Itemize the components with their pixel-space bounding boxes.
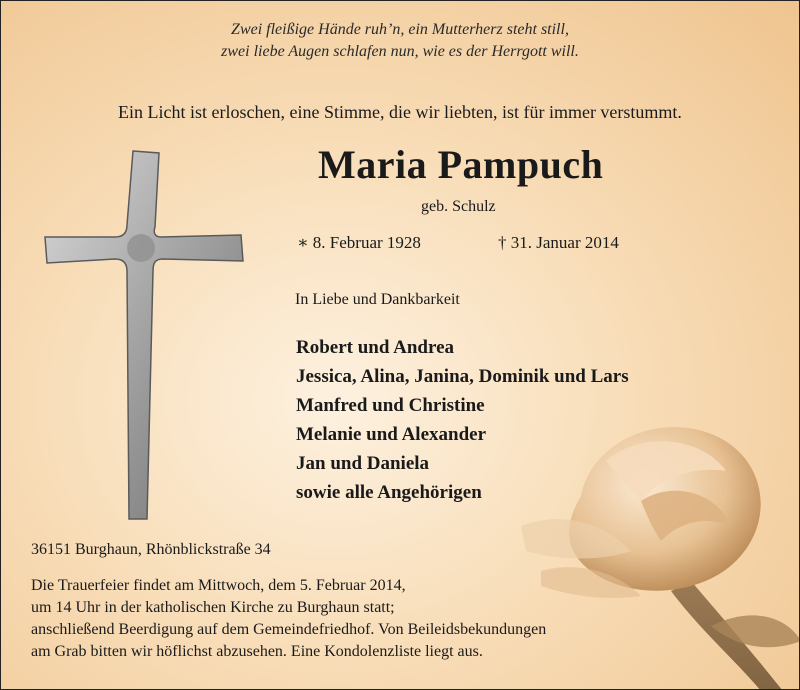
death-date: † 31. Januar 2014 xyxy=(498,233,619,252)
mourner-row: Manfred und Christine xyxy=(296,395,485,416)
funeral-line: Die Trauerfeier findet am Mittwoch, dem 5. Februar 2014, xyxy=(31,577,406,594)
dedication-text: In Liebe und Dankbarkeit xyxy=(295,291,460,308)
address: 36151 Burghaun, Rhönblickstraße 34 xyxy=(31,541,271,558)
mourner-row: Robert und Andrea xyxy=(296,337,455,358)
verse-line-1: Zwei fleißige Hände ruh’n, ein Mutterherz steht still, xyxy=(231,21,569,38)
verse xyxy=(1,19,799,63)
verse-line-2: zwei liebe Augen schlafen nun, wie es der Herrgott will. xyxy=(221,43,579,60)
mourners-list xyxy=(296,333,629,507)
maiden-name: geb. Schulz xyxy=(421,198,496,215)
birth-date: ∗ 8. Februar 1928 xyxy=(297,233,421,252)
intro-text: Ein Licht ist erloschen, eine Stimme, die wir liebten, ist für immer verstummt. xyxy=(118,102,682,122)
mourner-row: Jessica, Alina, Janina, Dominik und Lars xyxy=(296,366,629,387)
mourner-row: Jan und Daniela xyxy=(296,453,430,474)
funeral-line: anschließend Beerdigung auf dem Gemeindefriedhof. Von Beileidsbekundungen xyxy=(31,621,547,638)
funeral-line: um 14 Uhr in der katholischen Kirche zu Burghaun statt; xyxy=(31,599,395,616)
mourner-row: sowie alle Angehörigen xyxy=(296,482,482,503)
funeral-info xyxy=(31,575,546,663)
mourner-row: Melanie und Alexander xyxy=(296,424,487,445)
cross-image xyxy=(41,149,247,521)
deceased-name: Maria Pampuch xyxy=(318,142,604,187)
funeral-line: am Grab bitten wir höflichst abzusehen. Eine Kondolenzliste liegt aus. xyxy=(31,643,483,660)
